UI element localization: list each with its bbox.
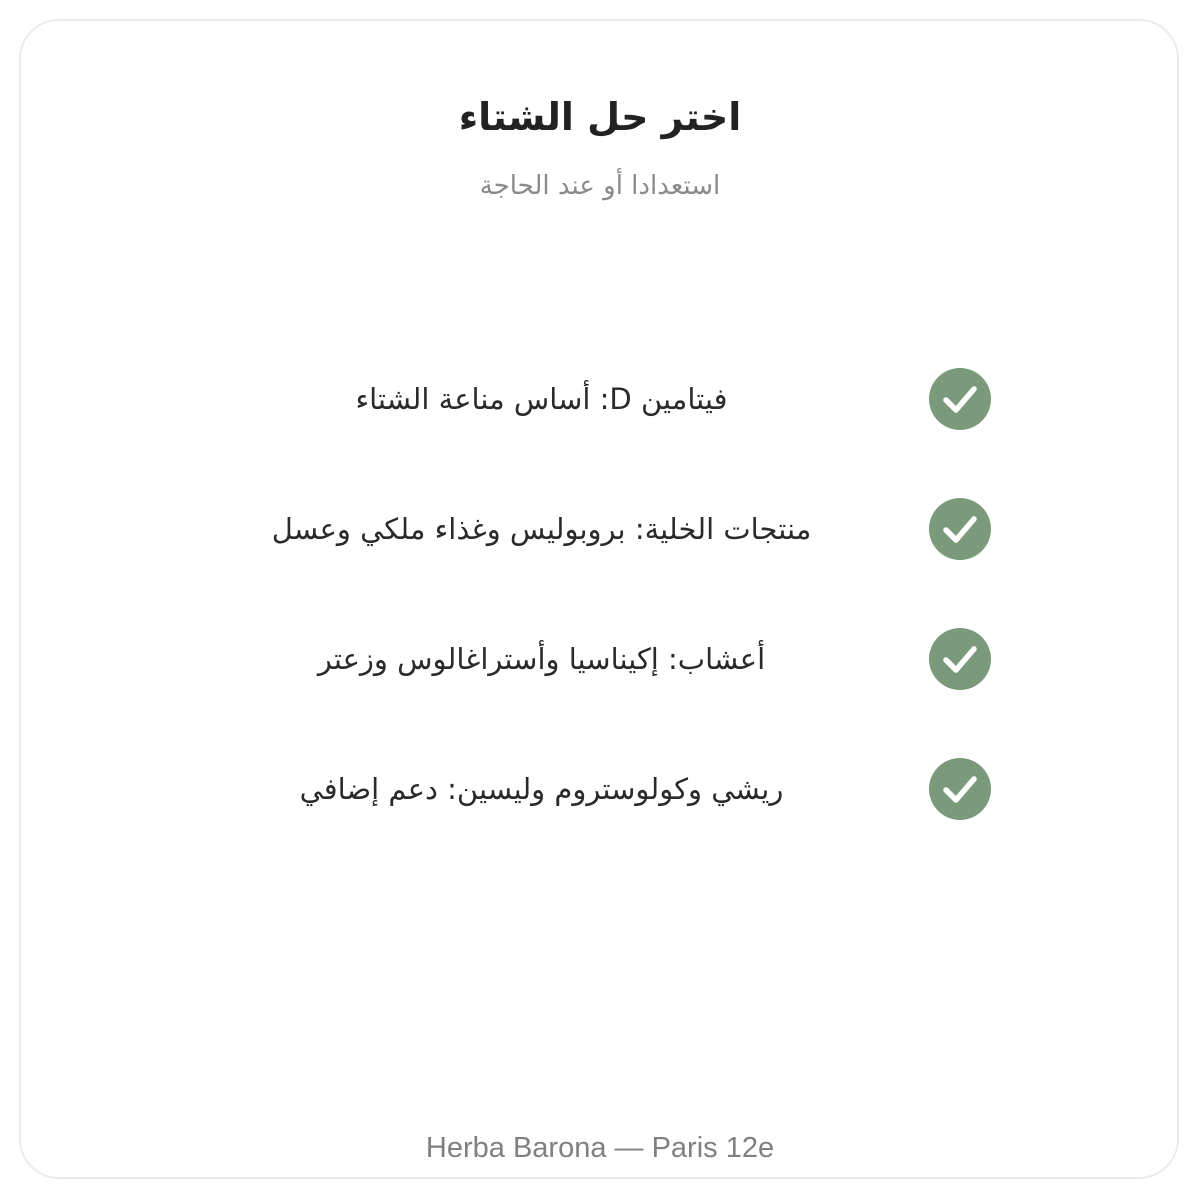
check-circle-icon <box>929 628 991 690</box>
check-circle-icon <box>929 368 991 430</box>
list-item <box>0 368 1200 430</box>
check-circle-icon <box>929 498 991 560</box>
list-item <box>0 498 1200 560</box>
page-title: اختر حل الشتاء <box>458 95 742 139</box>
list-item-label: ريشي وكولوستروم وليسين: دعم إضافي <box>299 772 784 806</box>
page-subtitle: استعدادا أو عند الحاجة <box>479 171 721 201</box>
list-item-label: أعشاب: إكيناسيا وأستراغالوس وزعتر <box>317 642 766 676</box>
check-circle-icon <box>929 758 991 820</box>
list-item <box>0 758 1200 820</box>
list-item <box>0 628 1200 690</box>
footer-text: Herba Barona — Paris 12e <box>425 1132 775 1164</box>
list-item-label: فيتامين D: أساس مناعة الشتاء <box>355 382 728 416</box>
list-item-label: منتجات الخلية: بروبوليس وغذاء ملكي وعسل <box>271 512 812 546</box>
